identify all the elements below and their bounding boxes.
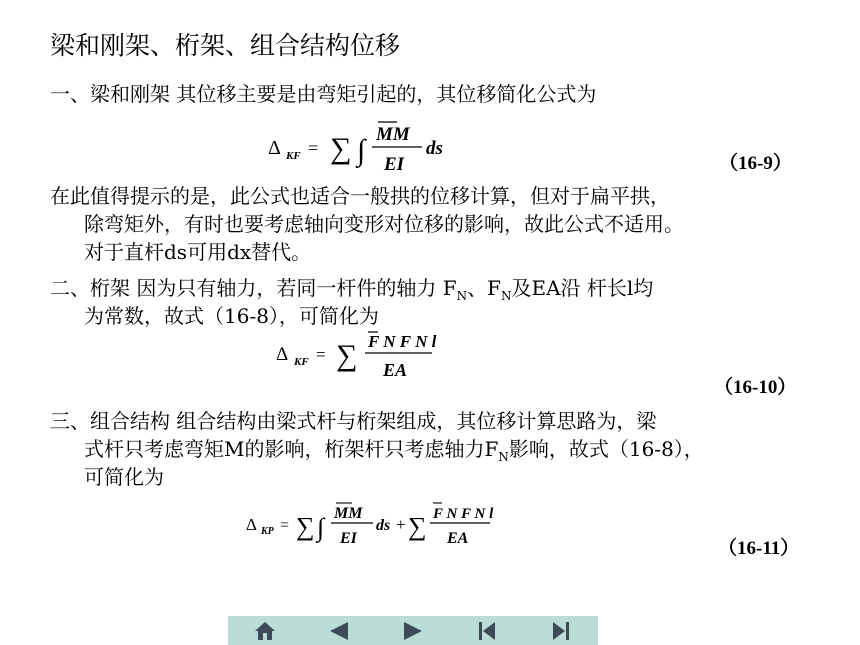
- svg-text:=: =: [316, 345, 326, 364]
- section2-line-2: 为常数，故式（16-8），可简化为: [84, 304, 379, 328]
- svg-text:EI: EI: [384, 154, 405, 175]
- svg-text:EI: EI: [340, 530, 357, 547]
- formula-16-11: [240, 498, 500, 558]
- svg-text:F N F N l: F N F N l: [433, 506, 494, 522]
- svg-text:=: =: [280, 517, 290, 534]
- section3-line-2: 式杆只考虑弯矩M的影响，桁架杆只考虑轴力$F_N$影响，故式（16-8），: [84, 437, 704, 464]
- section3-line-1: 三、组合结构 组合结构由梁式杆与桁架组成，其位移计算思路为，梁: [50, 409, 657, 433]
- svg-text:KF: KF: [286, 150, 301, 162]
- svg-text:∫: ∫: [357, 134, 366, 167]
- note-line-2: 除弯矩外，有时也要考虑轴向变形对位移的影响，故此公式不适用。: [84, 212, 684, 236]
- next-icon: [402, 621, 424, 641]
- slide-title: 梁和刚架、桁架、组合结构位移: [50, 31, 401, 60]
- eq-number-16-11: （16-11）: [718, 538, 800, 559]
- svg-text:ds: ds: [426, 138, 443, 159]
- note-line-3: 对于直杆ds可用dx替代。: [84, 240, 312, 264]
- svg-text:EA: EA: [447, 530, 469, 547]
- svg-text:∑: ∑: [408, 512, 427, 541]
- eq-number-16-9: （16-9）: [719, 153, 792, 174]
- svg-text:MM: MM: [334, 505, 363, 522]
- section2-line-1: 二、桁架 因为只有轴力，若同一杆件的轴力 $F_N$、$F_N$及EA沿 杆长l均: [50, 276, 654, 303]
- next-slide-button[interactable]: [393, 616, 433, 645]
- formula-16-9: [260, 118, 460, 184]
- home-button[interactable]: [245, 616, 285, 645]
- slide-navigation-bar: [228, 616, 598, 645]
- svg-text:+: +: [396, 515, 406, 534]
- svg-text:MM: MM: [376, 124, 410, 145]
- section1-heading: 一、梁和刚架 其位移主要是由弯矩引起的，其位移简化公式为: [50, 82, 597, 106]
- svg-text:Δ: Δ: [276, 344, 289, 365]
- note-line-1: 在此值得提示的是，此公式也适合一般拱的位移计算，但对于扁平拱，: [50, 184, 670, 208]
- first-slide-button[interactable]: [467, 616, 507, 645]
- prev-icon: [328, 621, 350, 641]
- svg-text:∑: ∑: [330, 132, 352, 165]
- svg-text:Δ: Δ: [246, 515, 257, 534]
- first-icon: [476, 621, 498, 641]
- section3-line-3: 可简化为: [84, 465, 164, 489]
- svg-text:∑: ∑: [296, 512, 315, 541]
- formula-16-10: [270, 328, 450, 390]
- last-slide-button[interactable]: [541, 616, 581, 645]
- svg-text:∫: ∫: [317, 513, 325, 542]
- svg-text:∑: ∑: [336, 339, 358, 372]
- home-icon: [254, 620, 276, 642]
- eq-number-16-10: （16-10）: [714, 377, 797, 398]
- svg-text:=: =: [308, 138, 319, 158]
- svg-text:KP: KP: [261, 526, 274, 537]
- svg-text:KF: KF: [294, 356, 309, 368]
- svg-text:ds: ds: [376, 517, 391, 534]
- svg-text:Δ: Δ: [268, 137, 281, 159]
- previous-slide-button[interactable]: [319, 616, 359, 645]
- svg-text:EA: EA: [383, 360, 408, 380]
- last-icon: [550, 621, 572, 641]
- svg-text:F N F N l: F N F N l: [368, 332, 437, 351]
